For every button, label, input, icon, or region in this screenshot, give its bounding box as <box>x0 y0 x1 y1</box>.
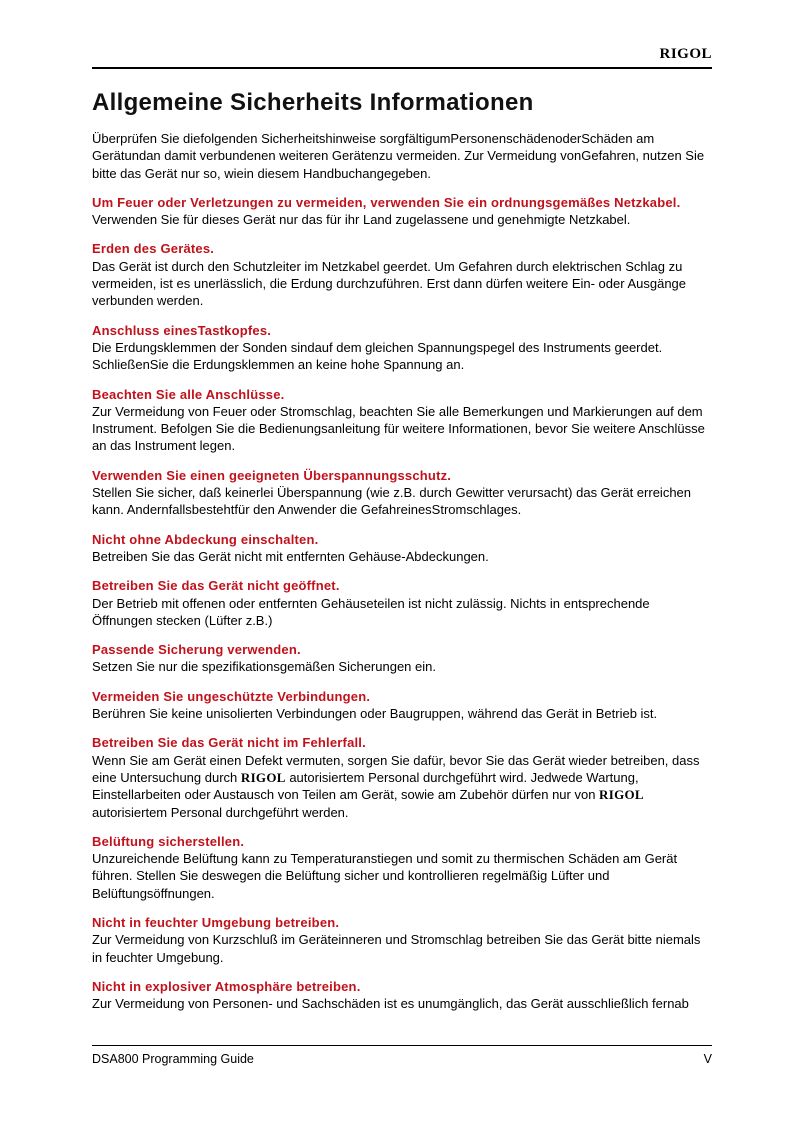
section-heading: Betreiben Sie das Gerät nicht geöffnet. <box>92 578 340 594</box>
section-heading: Erden des Gerätes. <box>92 241 215 257</box>
section-heading: Betreiben Sie das Gerät nicht im Fehlerfall. <box>92 735 366 751</box>
section-heading: Vermeiden Sie ungeschützte Verbindungen. <box>92 688 371 704</box>
section-body: Der Betrieb mit offenen oder entfernten Gehäuseteilen ist nicht zulässig. Nichts in entsprechende Öffnungen stecken (Lüfter z.B.) <box>92 595 650 628</box>
footer-rule <box>92 1045 712 1046</box>
section-body: Verwenden Sie für dieses Gerät nur das für ihr Land zugelassene und genehmigte Netzkabel. <box>92 212 631 228</box>
rigol-logo: RIGOL <box>659 46 712 62</box>
rigol-brand-inline: RIGOL <box>240 769 286 785</box>
section-body: Zur Vermeidung von Kurzschluß im Geräteinneren und Stromschlag betreiben Sie das Gerät bitte niemals in feuchter Umgebung. <box>92 932 701 965</box>
section-heading: Anschluss einesTastkopfes. <box>92 322 272 338</box>
page-title: Allgemeine Sicherheits Informationen <box>92 89 534 116</box>
safety-section <box>92 386 712 455</box>
safety-section <box>92 531 712 566</box>
safety-section <box>92 641 712 676</box>
section-heading: Nicht ohne Abdeckung einschalten. <box>92 531 319 547</box>
page-header <box>92 0 712 69</box>
section-heading: Beachten Sie alle Anschlüsse. <box>92 386 285 402</box>
section-body: Das Gerät ist durch den Schutzleiter im Netzkabel geerdet. Um Gefahren durch elektrischen Schlag zu vermeiden, ist es unerlässlich, die Erdung durchzuführen. Erst dann dürfen weitere Ein- oder Ausgänge verbunden werden. <box>92 258 687 309</box>
section-body: Betreiben Sie das Gerät nicht mit entfernten Gehäuse-Abdeckungen. <box>92 548 489 564</box>
section-body: Setzen Sie nur die spezifikationsgemäßen Sicherungen ein. <box>92 659 436 675</box>
section-heading: Belüftung sicherstellen. <box>92 833 245 849</box>
footer-row <box>92 1051 712 1067</box>
safety-section <box>92 194 712 229</box>
section-heading: Um Feuer oder Verletzungen zu vermeiden, verwenden Sie ein ordnungsgemäßes Netzkabel. <box>92 194 681 210</box>
page-content <box>92 0 712 1012</box>
section-body: Unzureichende Belüftung kann zu Temperaturanstiegen und somit zu thermischen Schäden am Gerät führen. Stellen Sie deswegen die Belüftung sicher und kontrollieren regelmäßig Lüfter und Belüftungsöffnungen. <box>92 851 678 901</box>
section-body: Stellen Sie sicher, daß keinerlei Überspannung (wie z.B. durch Gewitter verursacht) das Gerät erreichen kann. Andernfallsbestehtfür den Anwender die GefahreinesStromschlages. <box>92 485 692 518</box>
footer-document-title: DSA800 Programming Guide <box>92 1052 254 1066</box>
safety-section <box>92 688 712 723</box>
safety-section <box>92 734 712 820</box>
safety-section <box>92 467 712 519</box>
safety-section <box>92 322 712 374</box>
section-body: Zur Vermeidung von Feuer oder Stromschlag, beachten Sie alle Bemerkungen und Markierungen auf dem Instrument. Befolgen Sie die Bedienungsanleitung für weitere Informationen, bevor Sie weitere Anschlüsse an das Instrument legen. <box>92 403 705 454</box>
safety-section <box>92 978 712 1013</box>
header-rule <box>92 67 712 69</box>
safety-section <box>92 914 712 966</box>
section-heading: Passende Sicherung verwenden. <box>92 642 301 658</box>
safety-section <box>92 240 712 309</box>
safety-section <box>92 833 712 902</box>
section-heading: Nicht in explosiver Atmosphäre betreiben. <box>92 978 361 994</box>
section-heading: Nicht in feuchter Umgebung betreiben. <box>92 914 340 930</box>
safety-section <box>92 577 712 629</box>
footer-page-number: V <box>703 1052 712 1066</box>
section-body: Zur Vermeidung von Personen- und Sachschäden ist es unumgänglich, das Gerät ausschließlich fernab <box>92 996 689 1012</box>
safety-sections-list <box>92 194 712 1013</box>
section-body: Berühren Sie keine unisolierten Verbindungen oder Baugruppen, während das Gerät in Betrieb ist. <box>92 706 658 722</box>
rigol-brand-inline: RIGOL <box>599 787 644 803</box>
section-body: Wenn Sie am Gerät einen Defekt vermuten, sorgen Sie dafür, bevor Sie das Gerät wieder betreiben, dass eine Untersuchung durch RIGOL autorisiertem Personal durchgeführt wird. Jedwede Wartung, Einstellarbeiten oder Austausch von Teilen am Gerät, sowie am Zubehör dürfen nur von RIGOL autorisiertem Personal durchgeführt werden. <box>92 752 700 820</box>
section-body: Die Erdungsklemmen der Sonden sindauf dem gleichen Spannungspegel des Instruments geerdet. SchließenSie die Erdungsklemmen an keine hohe Spannung an. <box>92 339 663 373</box>
page-footer <box>92 1045 712 1067</box>
section-heading: Verwenden Sie einen geeigneten Überspannungsschutz. <box>92 467 452 483</box>
intro-paragraph: Überprüfen Sie diefolgenden Sicherheitshinweise sorgfältigumPersonenschädenoderSchäden am Gerätundan damit verbundenen weiteren Gerätenzu vermeiden. Zur Vermeidung vonGefahren, nutzen Sie bitte das Gerät nur so, wiein diesem Handbuchangegeben. <box>92 131 705 181</box>
